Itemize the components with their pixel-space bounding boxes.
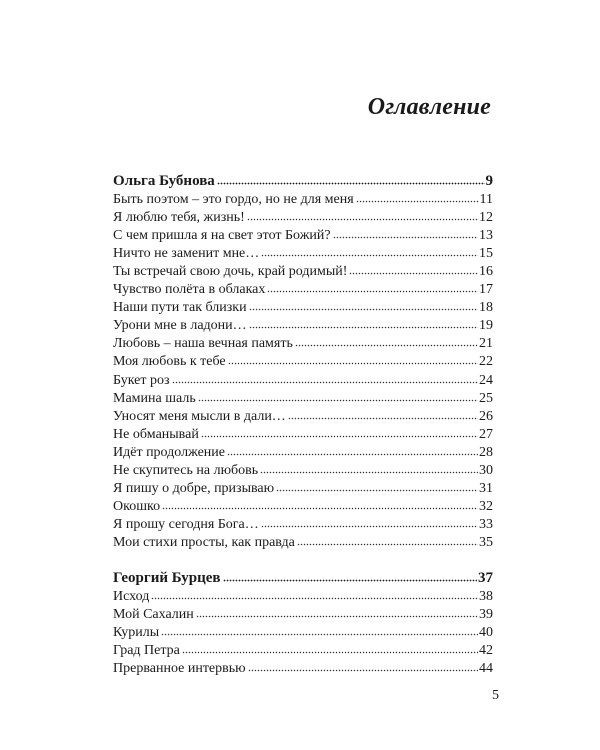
toc-author-page: 9 [485,173,493,189]
toc-entry[interactable] [113,189,493,207]
dot-leader [356,189,479,203]
toc-entry-title: Идёт продолжение [113,444,225,460]
dot-leader [196,604,478,618]
toc-entry-title: Ты встречай свою дочь, край родимый! [113,264,348,280]
dot-leader [161,622,478,636]
toc-entry-title: Курилы [113,625,160,641]
toc-entry[interactable] [113,333,493,351]
toc-entry-page: 19 [479,318,493,334]
toc-entry[interactable] [113,243,493,261]
dot-leader [201,424,478,438]
dot-leader [333,225,478,239]
toc-entry-page: 33 [479,516,493,532]
toc-entry-title: Чувство полёта в облаках [113,282,266,298]
toc-entry-page: 13 [479,228,493,244]
dot-leader [260,460,478,474]
toc-entry-title: Не скупитесь на любовь [113,462,259,478]
toc-entry-title: Урони мне в ладони… [113,318,247,334]
toc-entry[interactable] [113,532,493,550]
toc-author-row[interactable] [113,171,493,189]
dot-leader [349,261,478,275]
toc-entry-title: Наши пути так близки [113,300,247,316]
toc-entry-title: Я люблю тебя, жизнь! [113,210,245,226]
toc-entry[interactable] [113,424,493,442]
toc-entry-page: 18 [479,300,493,316]
toc-entry-page: 15 [479,246,493,262]
toc-entry-title: Мой Сахалин [113,607,194,623]
toc-author-name: Ольга Бубнова [113,173,215,189]
dot-leader [288,406,478,420]
toc-entry[interactable] [113,514,493,532]
dot-leader [247,207,478,221]
toc-entry-title: Уносят меня мысли в дали… [113,408,286,424]
toc-entry-title: Я прошу сегодня Бога… [113,516,259,532]
dot-leader [249,315,478,329]
toc-entry[interactable] [113,460,493,478]
toc-entry-page: 21 [479,336,493,352]
toc-entry-page: 25 [479,390,493,406]
toc-entry[interactable] [113,478,493,496]
toc-entry[interactable] [113,496,493,514]
toc-entry-page: 12 [479,210,493,226]
toc-entry[interactable] [113,406,493,424]
toc-entry-title: Быть поэтом – это гордо, но не для меня [113,192,354,208]
toc-entry[interactable] [113,640,493,658]
dot-leader [227,442,478,456]
toc-entry[interactable] [113,370,493,388]
toc-entry-title: Ничто не заменит мне… [113,246,260,262]
toc-entry-page: 44 [479,661,493,677]
toc-entry-page: 42 [479,643,493,659]
toc-entry-title: Моя любовь к тебе [113,354,226,370]
toc-entry-title: Окошко [113,498,161,514]
toc-entry[interactable] [113,351,493,369]
toc-entry-page: 22 [479,354,493,370]
toc-entry[interactable] [113,297,493,315]
toc-entry[interactable] [113,388,493,406]
toc-entry[interactable] [113,207,493,225]
toc-entry[interactable] [113,279,493,297]
toc-entry-title: С чем пришла я на свет этот Божий? [113,228,331,244]
section-gap [113,550,493,568]
toc-entry-page: 35 [479,534,493,550]
toc-entry-page: 28 [479,444,493,460]
toc-entry-page: 32 [479,498,493,514]
dot-leader [217,171,485,185]
toc-entry-page: 16 [479,264,493,280]
toc-author-name: Георгий Бурцев [113,569,221,586]
toc-entry-title: Мамина шаль [113,390,196,406]
dot-leader [295,333,478,347]
toc-entry-page: 24 [479,372,493,388]
dot-leader [151,586,478,600]
page-title: Оглавление [367,94,491,120]
toc-author-page: 37 [478,569,493,586]
dot-leader [276,478,478,492]
toc-entry-page: 17 [479,282,493,298]
dot-leader [162,496,478,510]
toc-entry[interactable] [113,442,493,460]
dot-leader [297,532,478,546]
dot-leader [248,658,478,672]
toc-entry-page: 40 [479,625,493,641]
toc-entry-title: Исход [113,589,150,605]
toc-entry-title: Букет роз [113,372,170,388]
dot-leader [198,388,478,402]
dot-leader [172,370,478,384]
toc-entry-page: 30 [479,462,493,478]
dot-leader [249,297,478,311]
dot-leader [182,640,478,654]
toc-author-row[interactable] [113,568,493,586]
toc-entry-title: Я пишу о добре, призываю [113,480,275,496]
dot-leader [223,568,477,582]
dot-leader [261,514,478,528]
toc-entry-title: Прерванное интервью [113,661,246,677]
toc-entry-page: 38 [479,589,493,605]
toc-entry[interactable] [113,225,493,243]
toc-entry[interactable] [113,586,493,604]
toc-entry[interactable] [113,622,493,640]
page-number: 5 [492,688,499,703]
toc-entry-page: 26 [479,408,493,424]
toc-entry-title: Не обманывай [113,426,199,442]
toc-entry-page: 27 [479,426,493,442]
toc-entry-page: 11 [479,192,493,208]
toc-entry[interactable] [113,261,493,279]
dot-leader [261,243,478,257]
toc-entry[interactable] [113,604,493,622]
toc-entry-page: 31 [479,480,493,496]
table-of-contents [113,171,493,676]
toc-entry-page: 39 [479,607,493,623]
toc-entry[interactable] [113,315,493,333]
toc-entry[interactable] [113,658,493,676]
dot-leader [267,279,478,293]
toc-entry-title: Мои стихи просты, как правда [113,534,295,550]
dot-leader [228,351,478,365]
toc-entry-title: Град Петра [113,643,180,659]
toc-entry-title: Любовь – наша вечная память [113,336,293,352]
